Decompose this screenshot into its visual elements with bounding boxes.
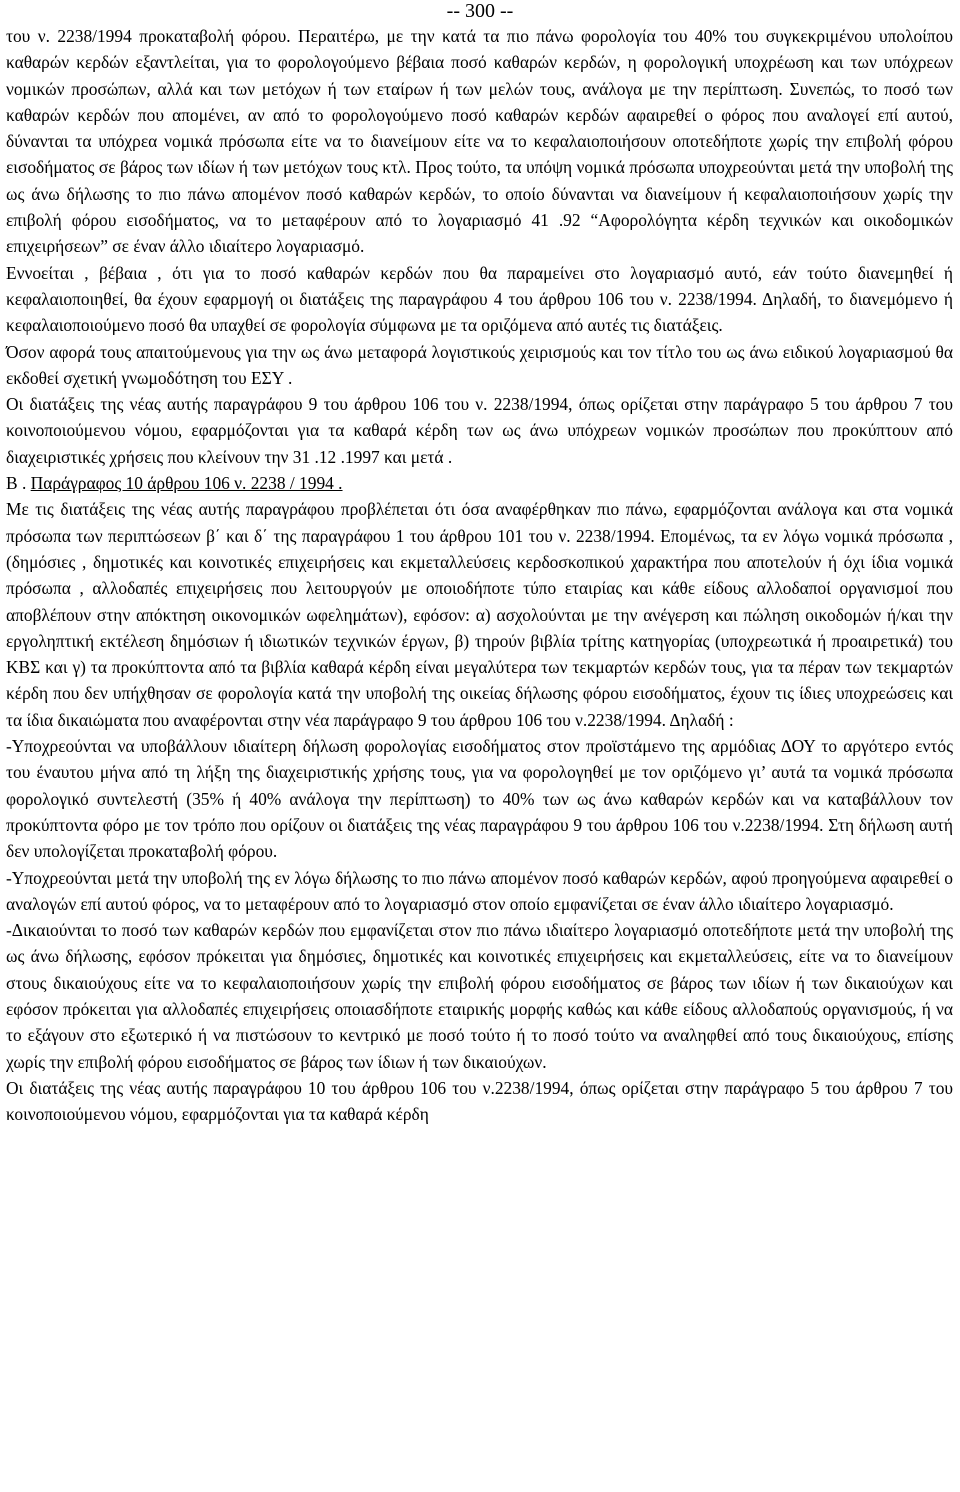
document-body: [6, 23, 953, 1127]
paragraph: Με τις διατάξεις της νέας αυτής παραγράφου προβλέπεται ότι όσα αναφέρθηκαν πιο πάνω, εφαρμόζονται ανάλογα και στα νομικά πρόσωπα των περιπτώσεων β΄ και δ΄ της παραγράφου 1 του άρθρου 101 του ν. 2238/1994. Επομένως, τα εν λόγω νομικά πρόσωπα , (δημόσιες , δημοτικές και κοινοτικές επιχειρήσεις και εκμεταλλεύσεις κερδοσκοπικού χαρακτήρα που αποτελούν ή όχι ίδια νομικά πρόσωπα , αλλοδαπές επιχειρήσεις που λειτουργούν με οποιοδήποτε τύπο εταιρίας και κάθε είδους αλλοδαποί οργανισμοί που αποβλέπουν στην απόκτηση οικονομικών ωφελημάτων), εφόσον: α) ασχολούνται με την ανέγερση και πώληση οικοδομών ή/και την εργοληπτική εκτέλεση δημόσιων ή ιδιωτικών τεχνικών έργων, β) τηρούν βιβλία τρίτης κατηγορίας (υποχρεωτικά ή προαιρετικά) του ΚΒΣ και γ) τα προκύπτοντα από τα βιβλία καθαρά κέρδη είναι μεγαλύτερα των τεκμαρτών κερδών τους, για τα πέραν των τεκμαρτών κέρδη που δεν υπήχθησαν σε φορολογία κατά την υποβολή της οικείας δήλωσης φόρου εισοδήματος, έχουν τις ίδιες υποχρεώσεις και τα ίδια δικαιώματα που αναφέρονται στην νέα παράγραφο 9 του άρθρου 106 του ν.2238/1994. Δηλαδή :: [6, 499, 953, 730]
bullet-paragraph: -Δικαιούνται το ποσό των καθαρών κερδών που εμφανίζεται στον πιο πάνω ιδιαίτερο λογαριασμό οποτεδήποτε μετά την υποβολή της ως άνω δήλωσης, εφόσον πρόκειται για δημόσιες, δημοτικές και κοινοτικές επιχειρήσεις και εκμεταλλεύσεις, είτε να το διανείμουν στους δικαιούχους είτε να το κεφαλαιοποιήσουν χωρίς την επιβολή φόρου εισοδήματος σε βάρος των ιδίων ή των δικαιούχων και εφόσον πρόκειται για αλλοδαπές επιχειρήσεις οποιασδήποτε εταιρικής μορφής καθώς και κάθε είδους αλλοδαπούς οργανισμούς, ή να το εξάγουν στο εξωτερικό ή να πιστώσουν το κεντρικό με ποσό τούτο ή το ποσό τούτο να αναληφθεί από τους δικαιούχους, επίσης χωρίς την επιβολή φόρου εισοδήματος σε βάρος των ίδιων ή των δικαιούχων.: [6, 920, 953, 1072]
section-heading-title: Παράγραφος 10 άρθρου 106 ν. 2238 / 1994 .: [30, 473, 343, 494]
paragraph: Εννοείται , βέβαια , ότι για το ποσό καθαρών κερδών που θα παραμείνει στο λογαριασμό αυτό, εάν τούτο διανεμηθεί ή κεφαλαιοποιηθεί, θα έχουν εφαρμογή οι διατάξεις της παραγράφου 4 του άρθρου 106 του ν. 2238/1994. Δηλαδή, το διανεμόμενο ή κεφαλαιοποιούμενο ποσό θα υπαχθεί σε φορολογία σύμφωνα με τα οριζόμενα από αυτές τις διατάξεις.: [6, 262, 953, 336]
section-heading-prefix: Β .: [6, 473, 31, 494]
paragraph: Όσον αφορά τους απαιτούμενους για την ως άνω μεταφορά λογιστικούς χειρισμούς και τον τίτλο του ως άνω ειδικού λογαριασμού θα εκδοθεί σχετική γνωμοδότηση του ΕΣΥ .: [6, 341, 953, 388]
section-heading: [6, 470, 953, 496]
page-number: -- 300 --: [446, 0, 514, 22]
bullet-paragraph: -Υποχρεούνται να υποβάλλουν ιδιαίτερη δήλωση φορολογίας εισοδήματος στον προϊστάμενο της αρμόδιας ΔΟΥ το αργότερο εντός του έναυτου μήνα από τη λήξη της διαχειριστικής χρήσης τους, για να φορολογηθεί με τον οριζόμενο γι’ αυτά τα νομικά πρόσωπα φορολογικό συντελεστή (35% ή 40% ανάλογα την περίπτωση) το 40% των ως άνω καθαρών κερδών και να καταβάλλουν τον προκύπτοντα φόρο με τον τρόπο που ορίζουν οι διατάξεις της νέας παραγράφου 9 του άρθρου 106 του ν.2238/1994. Στη δήλωση αυτή δεν υπολογίζεται προκαταβολή φόρου.: [6, 736, 953, 862]
bullet-paragraph: -Υποχρεούνται μετά την υποβολή της εν λόγω δήλωσης το πιο πάνω απομένον ποσό καθαρών κερδών, αφού προηγούμενα αφαιρεθεί ο αναλογών επί αυτού φόρος, να το μεταφέρουν από το λογαριασμό στον οποίο εμφανίζεται σε έναν άλλο ιδιαίτερο λογαριασμό.: [6, 867, 953, 914]
paragraph: Οι διατάξεις της νέας αυτής παραγράφου 10 του άρθρου 106 του ν.2238/1994, όπως ορίζεται στην παράγραφο 5 του άρθρου 7 του κοινοποιούμενου νόμου, εφαρμόζονται για τα καθαρά κέρδη: [6, 1077, 953, 1125]
paragraph: του ν. 2238/1994 προκαταβολή φόρου. Περαιτέρω, με την κατά τα πιο πάνω φορολογία του 40% του συγκεκριμένου υπολοίπου καθαρών κερδών εξαντλείται, για το φορολογούμενο βέβαια ποσό καθαρών κερδών, η φορολογική υποχρέωση και των υπόχρεων νομικών προσώπων, αλλά και των μετόχων ή των εταίρων ή των μελών τους, ανάλογα με την περίπτωση. Συνεπώς, το ποσό των καθαρών κερδών που απομένει, αν από το φορολογούμενο ποσό καθαρών κερδών αφαιρεθεί ο φόρος που αναλογεί επί αυτού, δύνανται τα υπόχρεα νομικά πρόσωπα είτε να το διανείμουν είτε να το κεφαλαιοποιήσουν οποτεδήποτε χωρίς την επιβολή φόρου εισοδήματος σε βάρος των ιδίων ή των μετόχων τους κτλ. Προς τούτο, τα υπόψη νομικά πρόσωπα υποχρεούνται μετά την υποβολή της ως άνω δήλωσης το πιο πάνω απομένον ποσό καθαρών κερδών, το οποίο δύνανται να διανείμουν ή κεφαλαιοποιήσουν χωρίς την επιβολή φόρου εισοδήματος, να το μεταφέρουν από το λογαριασμό 41 .92 “Αφορολόγητα κέρδη τεχνικών και οικοδομικών επιχειρήσεων” σε έναν άλλο ιδιαίτερο λογαριασμό.: [6, 26, 953, 257]
paragraph: Οι διατάξεις της νέας αυτής παραγράφου 9 του άρθρου 106 του ν. 2238/1994, όπως ορίζεται στην παράγραφο 5 του άρθρου 7 του κοινοποιούμενου νόμου, εφαρμόζονται για τα καθαρά κέρδη των ως άνω υπόχρεων νομικών προσώπων που προκύπτουν από διαχειριστικές χρήσεις που κλείνουν την 31 .12 .1997 και μετά .: [6, 394, 953, 467]
